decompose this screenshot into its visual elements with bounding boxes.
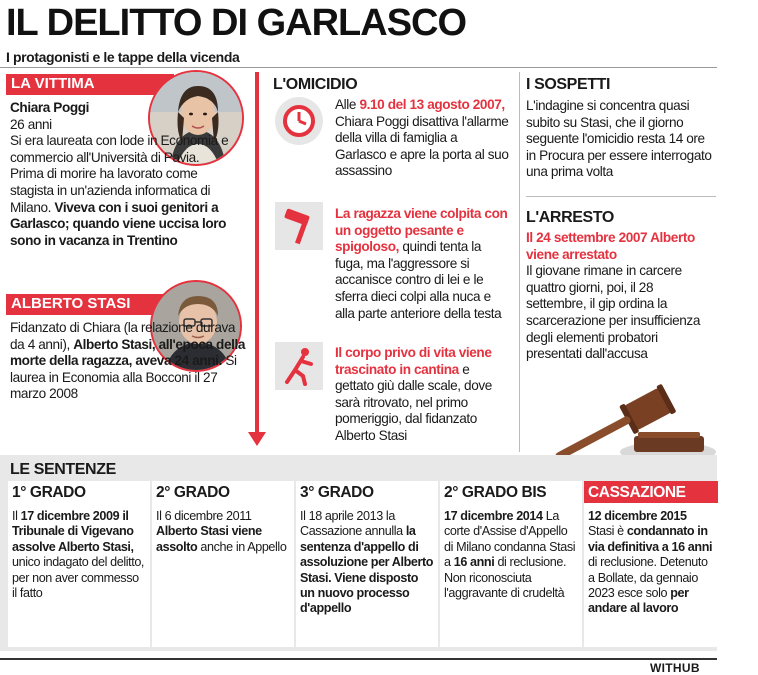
s4-b0: 17 dicembre 2014 xyxy=(444,509,543,523)
victim-age: 26 anni xyxy=(10,116,52,132)
s4-p2: di reclusione. Non riconosciuta l'aggravante di crudeltà xyxy=(444,555,567,601)
om2-red: La ragazza viene colpita con un oggetto pesante e spigoloso, xyxy=(335,206,508,255)
om3-red: Il corpo privo di vita viene trascinato in cantina xyxy=(335,345,492,377)
s2-p2: anche in Appello xyxy=(200,539,287,554)
om1-date: 9.10 del 13 agosto 2007, xyxy=(359,97,505,112)
s5-b2: per andare al lavoro xyxy=(588,586,689,616)
timeline-line xyxy=(255,72,259,434)
sentenza-secondo-grado-bis xyxy=(440,481,582,647)
sentenza-text xyxy=(584,503,718,617)
om1-pre: Alle xyxy=(335,97,357,112)
arresto-date: Il 24 settembre 2007 Alberto viene arrestato xyxy=(526,230,695,262)
s1-p2: unico indagato del delitto, per non aver commesso il fatto xyxy=(12,555,145,601)
s3-b1: la sentenza d'appello di assoluzione per Alberto Stasi. Viene disposto un nuovo processo d'appello xyxy=(300,524,434,616)
sentenza-title: 1° GRADO xyxy=(12,484,86,501)
arresto-heading: L'ARRESTO xyxy=(526,209,614,226)
sentenze-heading: LE SENTENZE xyxy=(10,461,116,478)
suspect-bio-bold: Alberto Stasi, all'epoca della morte della ragazza, aveva 24 anni. xyxy=(10,336,246,369)
page-subtitle: I protagonisti e le tappe della vicenda xyxy=(6,49,240,65)
s4-b1: 16 anni xyxy=(453,555,495,570)
sentenza-title: 3° GRADO xyxy=(300,484,374,501)
arresto-body: Il giovane rimane in carcere quattro giorni, poi, il 28 settembre, il gip ordina la scarcerazione per insufficienza degli elementi probatori presentati dall'accusa xyxy=(526,263,700,362)
s1-p1: Il xyxy=(12,509,18,523)
hammer-icon xyxy=(275,202,323,250)
sospetti-text: L'indagine si concentra quasi subito su Stasi, che il giorno seguente l'omicidio resta 14 ore in Procura per essere interrogato una prima volta xyxy=(526,98,712,180)
sentenza-title: 2° GRADO xyxy=(156,484,230,501)
suspect-bio: Fidanzato di Chiara (la relazione durava da 4 anni), xyxy=(10,320,236,352)
suspect-bio-end: Si laurea in Economia alla Bocconi il 27 marzo 2008 xyxy=(10,353,237,402)
column-divider xyxy=(519,72,520,452)
victim-name: Chiara Poggi xyxy=(10,100,90,115)
s3-p1: Il 18 aprile 2013 la Cassazione annulla xyxy=(300,509,403,539)
victim-bio-bold: Viveva con i suoi genitori a Garlasco; quando viene uccisa loro sono in vacanza in Trentino xyxy=(10,199,227,248)
title-divider xyxy=(0,67,717,68)
falling-person-icon xyxy=(275,342,323,390)
sentenza-text xyxy=(440,503,582,601)
sentenza-text xyxy=(152,503,294,555)
om1-text: Chiara Poggi disattiva l'allarme della villa di famiglia a Garlasco e apre la porta al suo assassino xyxy=(335,113,509,179)
victim-description xyxy=(10,100,250,249)
omicidio-heading: L'OMICIDIO xyxy=(273,76,358,93)
s5-b0: 12 dicembre 2015 xyxy=(588,509,687,523)
omicidio-step-3 xyxy=(335,345,510,445)
sentenza-terzo-grado xyxy=(296,481,438,647)
sentenza-secondo-grado xyxy=(152,481,294,647)
s2-b1: Alberto Stasi viene assolto xyxy=(156,524,262,554)
s5-p2: di reclusione. Detenuto a Bollate, da gennaio 2023 esce solo xyxy=(588,555,708,601)
s5-b1: condannato in via definitiva a 16 anni xyxy=(588,524,713,554)
brand-logo: WITHUB xyxy=(650,661,700,675)
sospetti-divider xyxy=(526,196,716,197)
sentenza-text xyxy=(8,503,150,601)
sentenza-text xyxy=(296,503,438,617)
om2-text: quindi tenta la fuga, ma l'aggressore si accanisce contro di lei e le sferra dieci colpi alla nuca e alla parte anteriore della testa xyxy=(335,239,502,321)
sospetti-heading: I SOSPETTI xyxy=(526,76,611,93)
sentenza-primo-grado xyxy=(8,481,150,647)
page-title: IL DELITTO DI GARLASCO xyxy=(6,2,467,44)
sentenza-title: 2° GRADO BIS xyxy=(444,484,547,501)
s1-b1: 17 dicembre 2009 il Tribunale di Vigevano assolve Alberto Stasi, xyxy=(12,509,134,554)
clock-icon xyxy=(275,97,323,145)
timeline-arrow-icon xyxy=(248,432,266,446)
sentenza-title: CASSAZIONE xyxy=(584,481,718,503)
victim-bio: Si era laureata con lode in Economia e commercio all'Università di Pavia. Prima di morire ha lavorato come stagista in un'azienda informatica di Milano. xyxy=(10,133,229,215)
omicidio-step-1 xyxy=(335,97,510,180)
suspect-label: ALBERTO STASI xyxy=(6,294,174,315)
omicidio-step-2 xyxy=(335,206,510,322)
victim-label: LA VITTIMA xyxy=(6,74,174,95)
arresto-text xyxy=(526,230,716,363)
s4-p1: La corte d'Assise d'Appello di Milano condanna Stasi a xyxy=(444,509,576,570)
om3-text: e gettato giù dalle scale, dove sarà ritrovato, nel primo pomeriggio, dal fidanzato Alberto Stasi xyxy=(335,361,492,443)
sentenza-cassazione xyxy=(584,481,718,647)
s2-p1: Il 6 dicembre 2011 xyxy=(156,509,252,523)
suspect-description xyxy=(10,320,250,403)
footer-divider xyxy=(0,658,717,660)
s5-p1: Stasi è xyxy=(588,524,624,539)
